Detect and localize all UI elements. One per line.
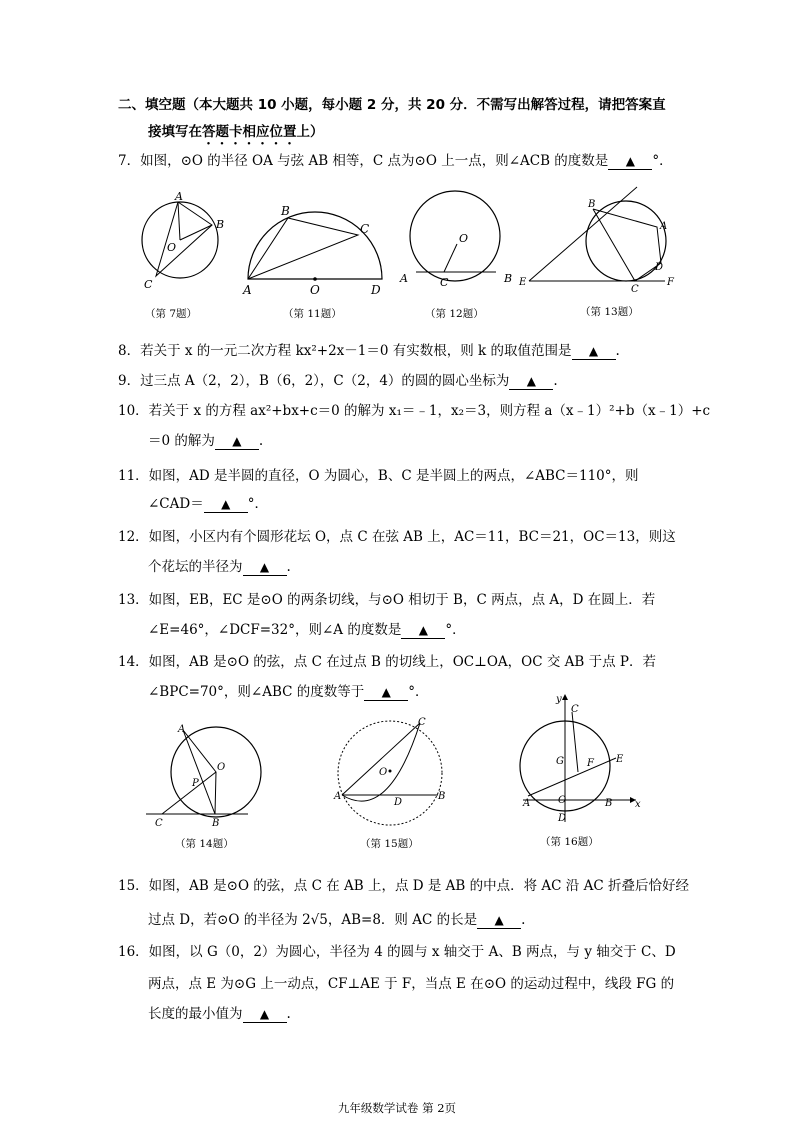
f13-label-C: C [631,284,639,295]
q14-text: ∠BPC=70°，则∠ABC 的度数等于 [148,684,365,700]
question-11-line1: 11．如图，AD 是半圆的直径，O 为圆心，B、C 是半圆上的两点，∠ABC＝110°，则 [118,468,639,484]
f15-label-A: A [334,791,342,802]
f15-label-O: O [379,767,388,778]
question-16-line3 [148,1004,291,1024]
figure-16 [518,690,648,830]
f16-label-D: D [558,813,567,824]
f14-label-A: A [178,724,186,735]
f16-label-E: E [616,754,624,765]
answer-blank[interactable]: ▲ [364,684,408,701]
question-11-line2 [148,494,268,514]
f15-label-B: B [438,791,446,802]
f14-label-P: P [192,778,199,789]
f7-label-B: B [216,218,225,231]
f15-label-D: D [394,797,403,808]
f11-label-O: O [310,283,320,297]
question-10-line2 [148,431,263,451]
f7-label-C: C [144,278,153,291]
caption-figure-12: （第 12题） [425,308,484,320]
f16-label-x: x [635,799,641,810]
caption-figure-14: （第 14题） [175,838,234,850]
caption-figure-11: （第 11题） [283,308,342,320]
f11-label-D: D [371,283,381,297]
figure-14 [140,720,270,830]
question-15-line2 [148,910,525,930]
answer-blank[interactable]: ▲ [572,343,616,360]
f7-label-A: A [175,190,183,203]
answer-blank[interactable]: ▲ [608,153,652,170]
q10-end: . [258,433,264,449]
q15-text: 过点 D，若⊙O 的半径为 2√5，AB=8．则 AC 的长是 [148,912,478,928]
question-16-line2: 两点，点 E 为⊙G 上一动点，CF⊥AE 于 F，当点 E 在⊙O 的运动过程中，线段 FG 的 [148,976,675,992]
q12-text: 个花坛的半径为 [148,559,243,575]
f13-label-D: D [655,262,664,273]
answer-blank[interactable]: ▲ [401,622,445,639]
question-8 [118,341,620,361]
question-14-line2 [148,682,429,702]
caption-figure-16: （第 16题） [540,836,599,848]
f16-label-G: G [556,756,564,767]
f11-label-C: C [360,222,370,236]
question-13-line2 [148,620,466,640]
f12-label-A: A [400,272,408,285]
q7-text: 7．如图，⊙O 的半径 OA 与弦 AB 相等，C 点为⊙O 上一点，则∠ACB 的度数是 [118,153,609,169]
q8-text: 8．若关于 x 的一元二次方程 kx²+2x－1＝0 有实数根，则 k 的取值范围是 [118,343,572,359]
section-title-emphasis: 答题卡相应位置 [202,124,297,140]
q7-unit: °． [652,153,673,169]
q14-unit: °． [408,684,429,700]
figure-7 [130,188,240,298]
question-10-line1: 10．若关于 x 的方程 ax²+bx+c＝0 的解为 x₁＝﹣1，x₂＝3，则方程 a（x﹣1）²+b（x﹣1）+c [118,403,711,419]
q16-end: . [286,1006,291,1022]
answer-blank[interactable]: ▲ [509,373,553,390]
q8-end: . [615,343,620,359]
question-12-line1: 12．如图，小区内有个圆形花坛 O，点 C 在弦 AB 上，AC＝11，BC＝21，OC＝13，则这 [118,529,676,545]
answer-blank[interactable]: ▲ [215,433,259,450]
q11-text: ∠CAD＝ [148,496,204,512]
f13-label-B: B [588,199,596,210]
q10-text: ＝0 的解为 [148,433,215,449]
q13-text: ∠E=46°，∠DCF=32°，则∠A 的度数是 [148,622,402,638]
question-16-line1: 16．如图，以 G（0，2）为圆心，半径为 4 的圆与 x 轴交于 A、B 两点，与 y 轴交于 C、D [118,944,676,960]
answer-blank[interactable]: ▲ [243,1006,287,1023]
f12-label-O: O [459,232,469,245]
f7-label-O: O [167,241,177,254]
f16-label-B: B [605,798,613,809]
question-13-line1: 13．如图，EB，EC 是⊙O 的两条切线，与⊙O 相切于 B，C 两点，点 A，D 在圆上．若 [118,592,656,608]
f13-label-E: E [519,277,527,288]
f15-label-C: C [418,717,426,728]
f16-label-C: C [571,704,579,715]
q9-text: 9．过三点 A（2，2），B（6，2），C（2，4）的圆的圆心坐标为 [118,373,510,389]
f11-label-B: B [281,204,290,218]
f16-label-A: A [523,798,531,809]
f12-label-C: C [440,276,449,289]
section-title-post: 上） [296,124,324,140]
caption-figure-13: （第 13题） [580,306,639,318]
caption-figure-15: （第 15题） [360,838,419,850]
q11-unit: °． [247,496,268,512]
f14-label-B: B [212,818,220,829]
f11-label-A: A [243,283,252,297]
figure-15 [330,715,455,830]
figure-12 [392,188,522,298]
f13-label-A: A [660,221,668,232]
f14-label-C: C [155,818,163,829]
f16-label-y: y [556,694,562,705]
f14-label-O: O [217,762,226,773]
figure-11 [238,195,388,300]
page-footer: 九年级数学试卷 第 2页 [337,1101,457,1115]
caption-figure-7: （第 7题） [145,308,198,320]
question-12-line2 [148,557,291,577]
figure-13 [515,182,685,297]
answer-blank[interactable]: ▲ [477,912,521,929]
q15-end: . [521,912,526,928]
section-title-line2 [148,122,324,148]
f16-label-F: F [587,758,594,769]
question-7 [118,151,673,171]
q9-end: . [553,373,558,389]
f13-label-F: F [667,277,674,288]
answer-blank[interactable]: ▲ [204,496,248,513]
answer-blank[interactable]: ▲ [243,559,287,576]
section-title-line1: 二、填空题（本大题共 10 小题，每小题 2 分，共 20 分．不需写出解答过程，请把答案直 [118,97,666,113]
question-15-line1: 15．如图，AB 是⊙O 的弦，点 C 在 AB 上，点 D 是 AB 的中点．将 AC 沿 AC 折叠后恰好经 [118,878,689,894]
q16-text: 长度的最小值为 [148,1006,243,1022]
f12-label-B: B [504,272,513,285]
question-14-line1: 14．如图，AB 是⊙O 的弦，点 C 在过点 B 的切线上，OC⊥OA，OC 交 AB 于点 P．若 [118,654,656,670]
question-9 [118,371,558,391]
f16-label-O: O [558,795,567,806]
section-title-pre: 接填写在 [148,124,202,140]
q12-end: . [286,559,291,575]
q13-unit: °． [445,622,466,638]
